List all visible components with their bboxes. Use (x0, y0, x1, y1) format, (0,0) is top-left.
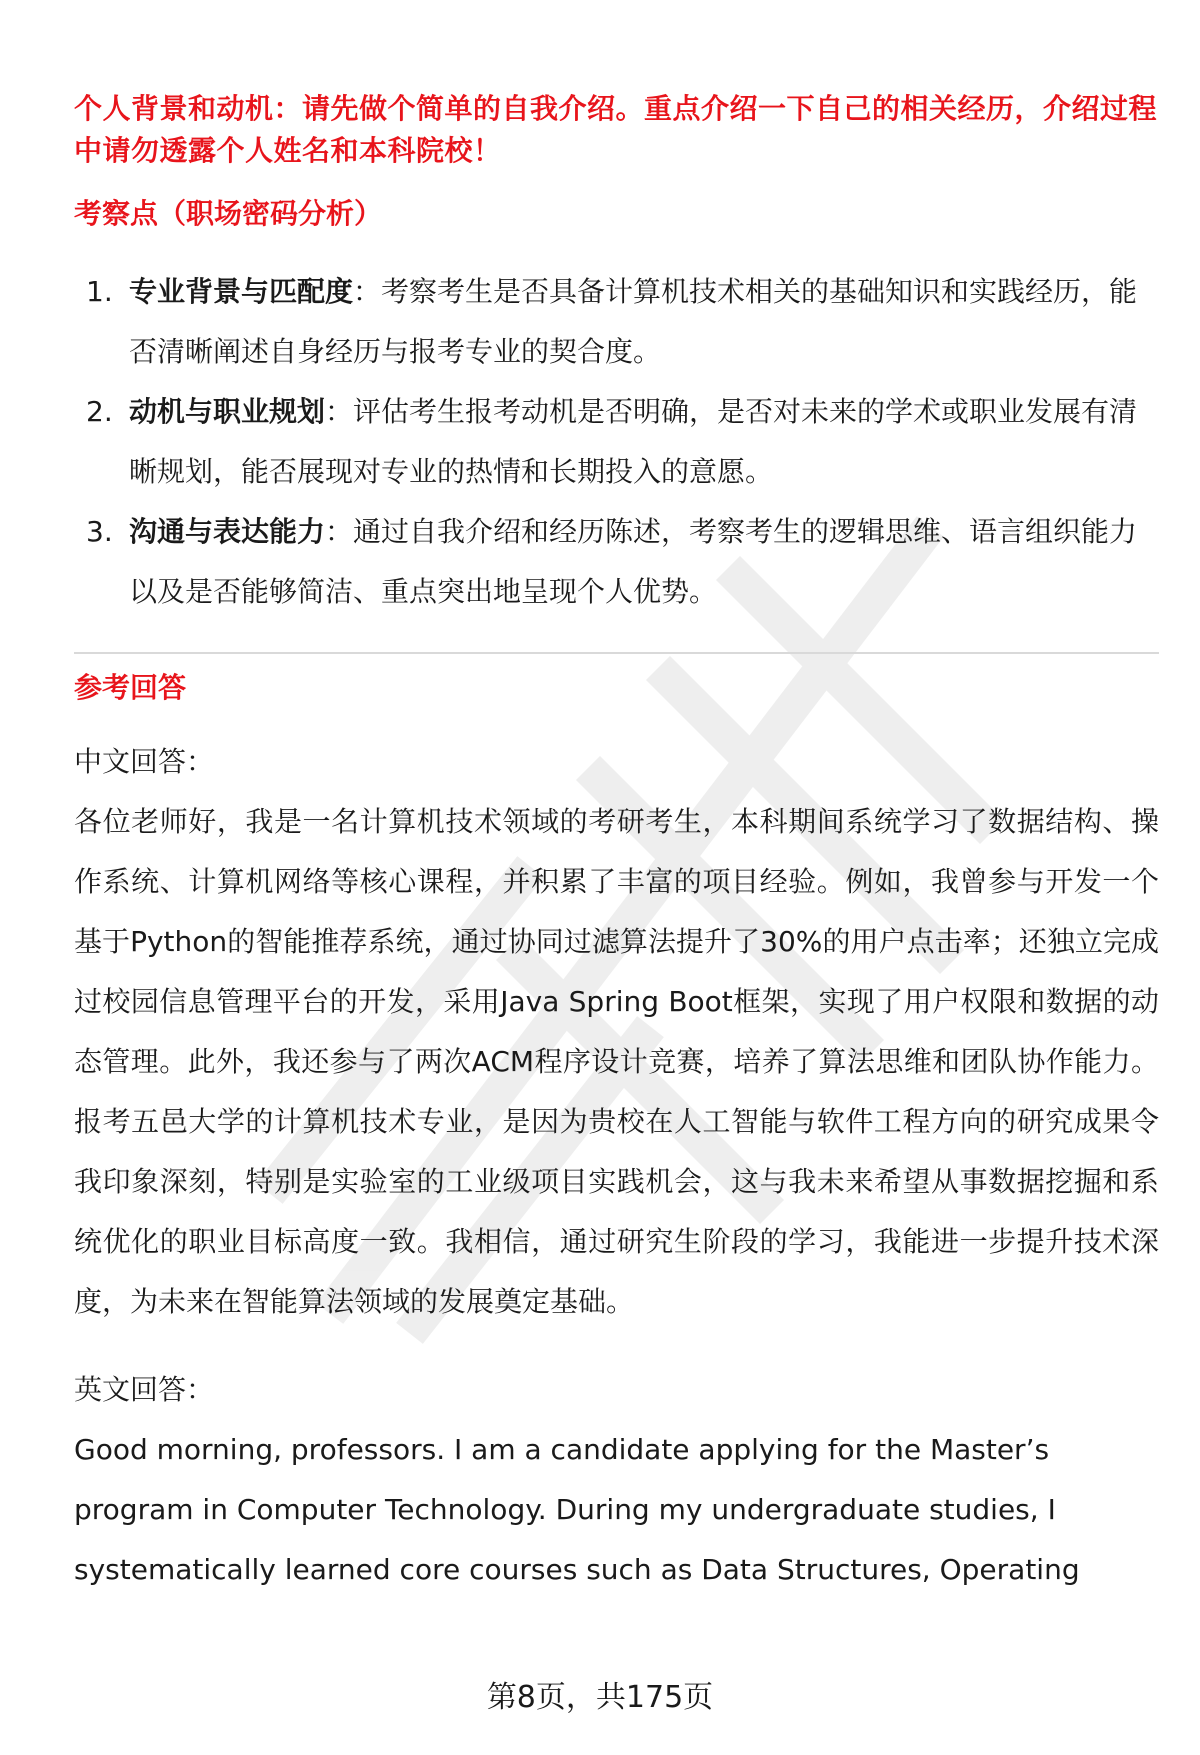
list-item-term: 动机与职业规划 (129, 395, 326, 428)
list-item (74, 502, 1159, 622)
section-divider (74, 652, 1159, 654)
list-item-term: 专业背景与匹配度 (129, 275, 354, 308)
list-item (74, 262, 1159, 382)
list-item-number: 1. (86, 275, 113, 308)
chinese-answer-label: 中文回答： (74, 745, 215, 778)
english-answer-label: 英文回答： (74, 1373, 215, 1406)
list-item-term: 沟通与表达能力 (129, 515, 326, 548)
list-item-text: ：评估考生报考动机是否明确，是否对未来的学术或职业发展有清晰规划，能否展现对专业的热情和长期投入的意愿。 (129, 395, 1138, 488)
list-item-number: 2. (86, 395, 113, 428)
question-text: 个人背景和动机：请先做个简单的自我介绍。重点介绍一下自己的相关经历，介绍过程中请勿透露个人姓名和本科院校！ (74, 92, 1158, 167)
analysis-heading: 考察点（职场密码分析） (74, 197, 383, 230)
english-answer-text: Good morning, professors. I am a candidate applying for the Master’s program in Computer Technology. During my undergraduate studies, I systematically learned core courses such as Data Structures, Operating (74, 1433, 1080, 1586)
list-item-text: ：通过自我介绍和经历陈述，考察考生的逻辑思维、语言组织能力以及是否能够简洁、重点突出地呈现个人优势。 (129, 515, 1138, 608)
page-content (74, 88, 1159, 1600)
list-item-text: ：考察考生是否具备计算机技术相关的基础知识和实践经历，能否清晰阐述自身经历与报考专业的契合度。 (129, 275, 1138, 368)
answer-heading: 参考回答 (74, 671, 187, 704)
page-number-footer: 第8页，共175页 (486, 1680, 714, 1715)
chinese-answer-text: 各位老师好，我是一名计算机技术领域的考研考生，本科期间系统学习了数据结构、操作系统、计算机网络等核心课程，并积累了丰富的项目经验。例如，我曾参与开发一个基于Python的智能推荐系统，通过协同过滤算法提升了30%的用户点击率；还独立完成过校园信息管理平台的开发，采用Java Spring Boot框架，实现了用户权限和数据的动态管理。此外，我还参与了两次ACM程序设计竞赛，培养了算法思维和团队协作能力。报考五邑大学的计算机技术专业，是因为贵校在人工智能与软件工程方向的研究成果令我印象深刻，特别是实验室的工业级项目实践机会，这与我未来希望从事数据挖掘和系统优化的职业目标高度一致。我相信，通过研究生阶段的学习，我能进一步提升技术深度，为未来在智能算法领域的发展奠定基础。 (74, 805, 1159, 1318)
list-item-number: 3. (86, 515, 113, 548)
list-item (74, 382, 1159, 502)
analysis-points-list (74, 262, 1159, 622)
